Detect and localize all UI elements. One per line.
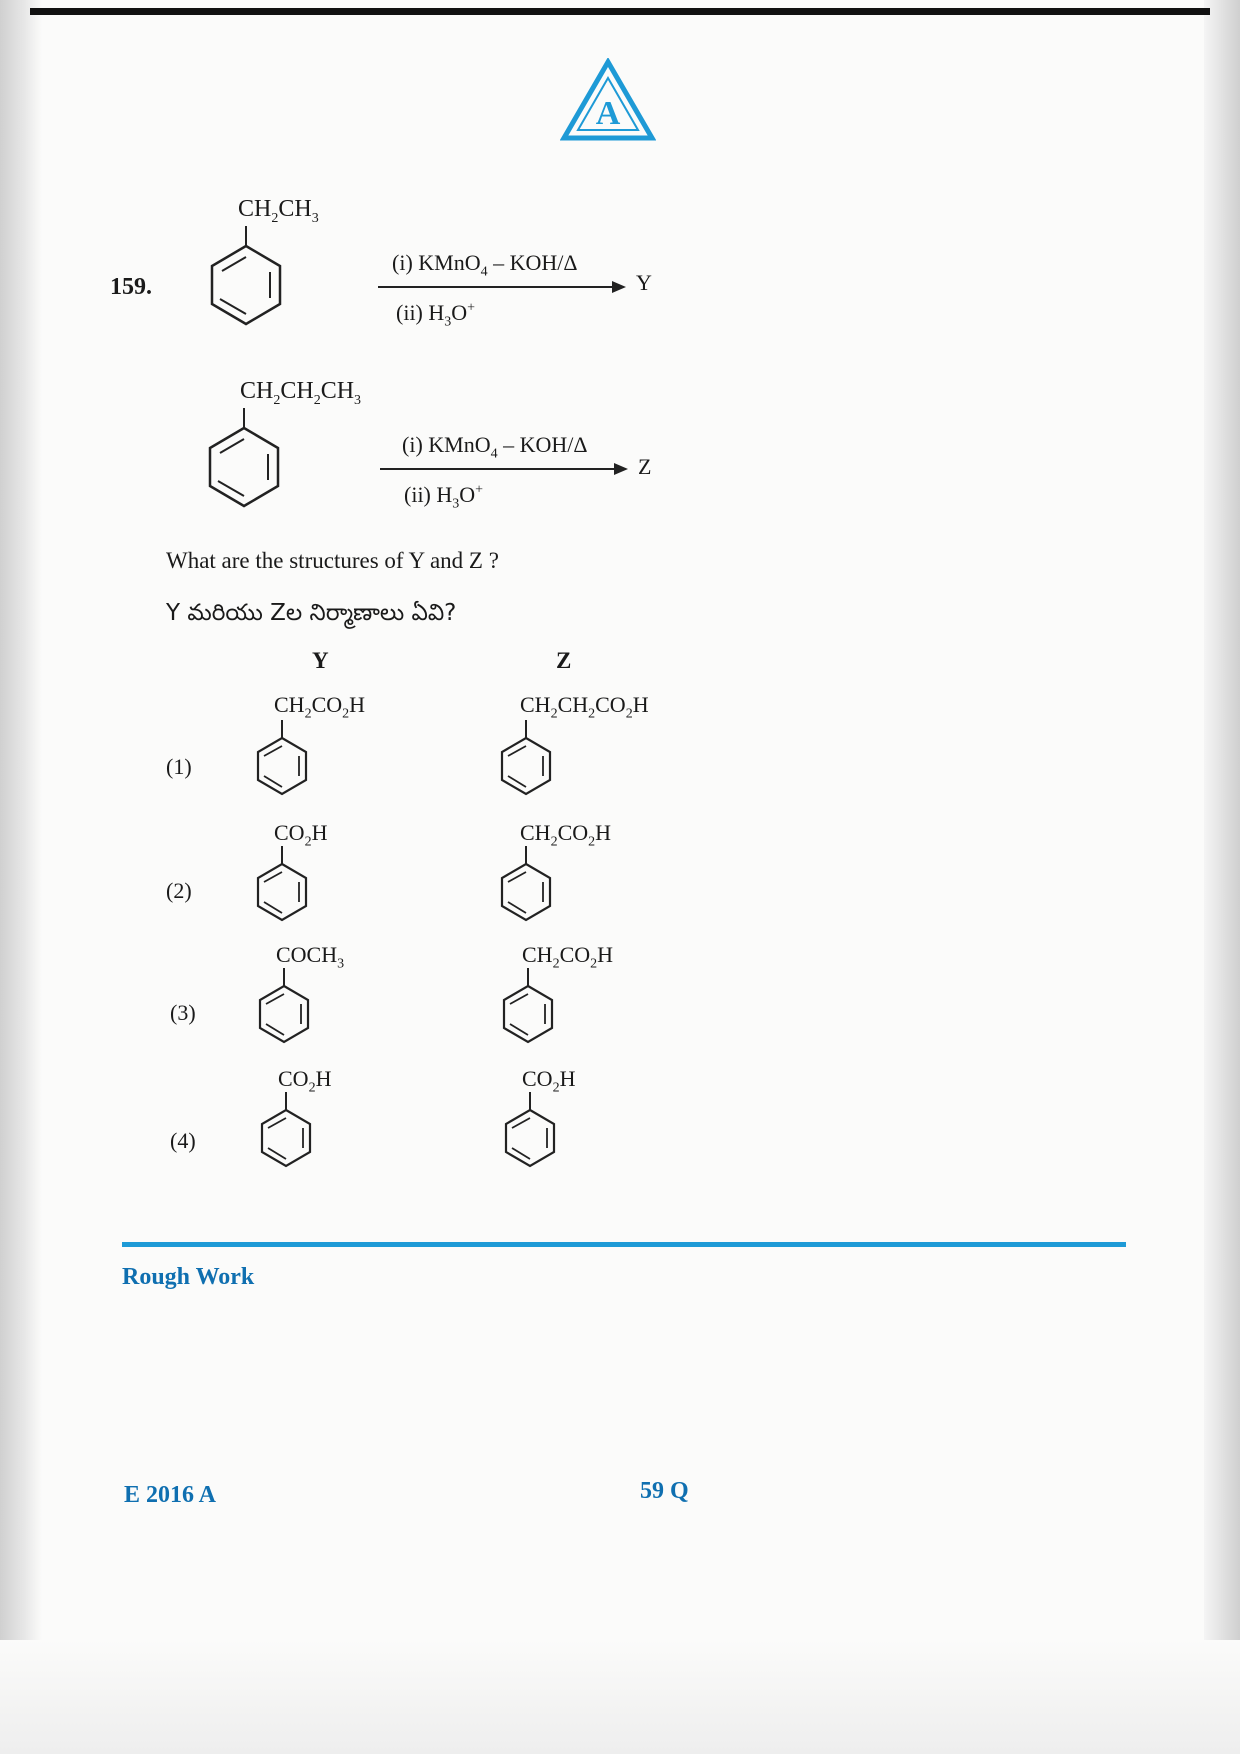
benzene-ring-icon bbox=[208, 226, 284, 326]
benzene-ring-icon bbox=[258, 1092, 314, 1174]
reaction1-step2: (ii) $H_3O^+$ bbox=[396, 300, 476, 330]
column-header-y: Y bbox=[312, 648, 329, 673]
column-header-z: Z bbox=[556, 648, 572, 673]
benzene-ring-icon bbox=[502, 1092, 558, 1174]
option-2-label[interactable]: (2) bbox=[166, 878, 192, 903]
scan-shadow-left bbox=[0, 0, 42, 1754]
reaction2-substituent: $CH_2CH_2CH_3$ bbox=[240, 378, 362, 408]
question-number: 159. bbox=[110, 274, 152, 300]
option-1-z-formula: $CH_2CH_2CO_2H$ bbox=[520, 692, 649, 722]
benzene-ring-icon bbox=[256, 968, 312, 1050]
benzene-ring-icon bbox=[500, 968, 556, 1050]
scan-shadow-bottom bbox=[0, 1640, 1240, 1754]
set-badge-letter: A bbox=[595, 95, 621, 132]
option-3-label[interactable]: (3) bbox=[170, 1000, 196, 1025]
reaction1-substituent: $CH_2CH_3$ bbox=[238, 196, 319, 226]
reaction1-arrow bbox=[378, 286, 618, 288]
scan-edge-top bbox=[30, 8, 1210, 15]
benzene-ring-icon bbox=[254, 720, 310, 802]
option-1-y-formula: $CH_2CO_2H$ bbox=[274, 692, 366, 722]
rough-work-label: Rough Work bbox=[122, 1264, 255, 1290]
option-4-label[interactable]: (4) bbox=[170, 1128, 196, 1153]
rough-work-divider bbox=[122, 1242, 1126, 1247]
option-2-y-formula: $CO_2H$ bbox=[274, 820, 328, 850]
scan-edge-right bbox=[1204, 0, 1240, 1754]
arrow-head-icon bbox=[612, 281, 626, 293]
reaction2-arrow bbox=[380, 468, 620, 470]
option-3-z-formula: $CH_2CO_2H$ bbox=[522, 942, 614, 972]
reaction1-step1: (i) KMnO$_4$ – KOH/Δ bbox=[392, 250, 578, 280]
reaction2-step1: (i) KMnO$_4$ – KOH/Δ bbox=[402, 432, 588, 462]
option-2-z-formula: $CH_2CO_2H$ bbox=[520, 820, 612, 850]
benzene-ring-icon bbox=[498, 720, 554, 802]
reaction1-product: Y bbox=[636, 270, 652, 295]
option-4-z-formula: $CO_2H$ bbox=[522, 1066, 576, 1096]
question-text-english: What are the structures of Y and Z ? bbox=[166, 548, 499, 573]
question-text-telugu: Y మరియు Zల నిర్మాణాలు ఏవి? bbox=[166, 600, 457, 626]
option-4-y-formula: $CO_2H$ bbox=[278, 1066, 332, 1096]
benzene-ring-icon bbox=[498, 846, 554, 928]
set-badge-triangle-icon bbox=[560, 58, 656, 142]
benzene-ring-icon bbox=[206, 408, 282, 508]
option-1-label[interactable]: (1) bbox=[166, 754, 192, 779]
reaction2-product: Z bbox=[638, 454, 652, 479]
arrow-head-icon bbox=[614, 463, 628, 475]
option-3-y-formula: $COCH_3$ bbox=[276, 942, 345, 972]
benzene-ring-icon bbox=[254, 846, 310, 928]
booklet-code: E 2016 A bbox=[124, 1482, 217, 1508]
reaction2-step2: (ii) $H_3O^+$ bbox=[404, 482, 484, 512]
page-number: 59 Q bbox=[640, 1478, 689, 1504]
